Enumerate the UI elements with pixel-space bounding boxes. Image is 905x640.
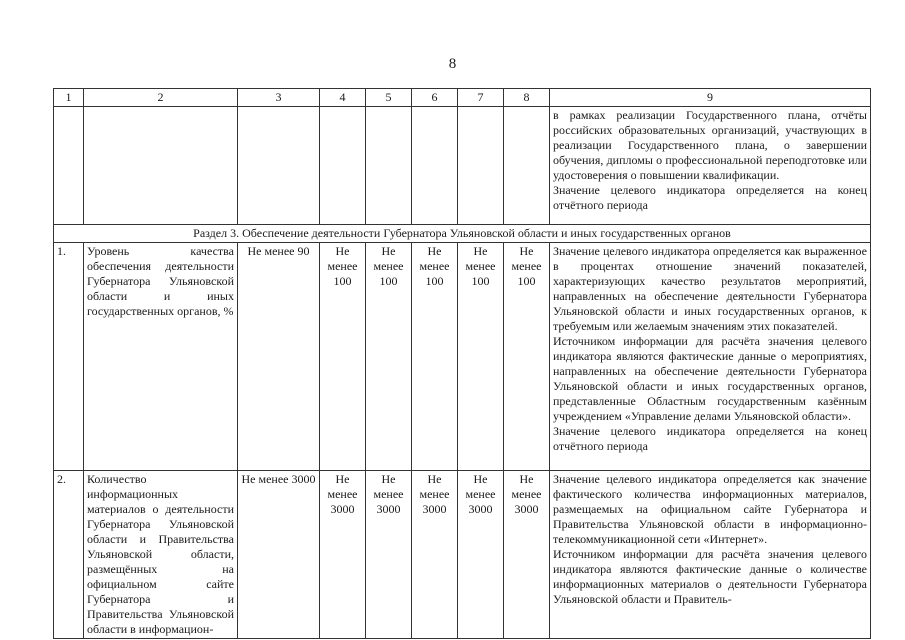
header-cell: 7	[458, 89, 504, 107]
value-col7: Не менее 100	[458, 243, 504, 471]
description-cell	[550, 471, 871, 639]
continuation-row	[54, 107, 871, 225]
description-cell	[550, 243, 871, 471]
empty-cell	[412, 107, 458, 225]
empty-cell	[458, 107, 504, 225]
indicators-table	[53, 88, 871, 639]
description-paragraph: Значение целевого индикатора определяется как выраженное в процентах отношение значений показателей, характеризующих качество результатов мероприятий, направленных на обеспечение деятельности Губернатора Ульяновской области и иных государственных органов, к требуемым или желаемым значениям этих показателей.	[553, 244, 867, 333]
section-title: Раздел 3. Обеспечение деятельности Губернатора Ульяновской области и иных государственных органов	[54, 225, 871, 243]
empty-cell	[504, 107, 550, 225]
table-row	[54, 471, 871, 639]
header-row	[54, 89, 871, 107]
header-cell: 3	[238, 89, 320, 107]
header-cell: 9	[550, 89, 871, 107]
empty-cell	[366, 107, 412, 225]
description-cell	[550, 107, 871, 225]
value-col6: Не менее 100	[412, 243, 458, 471]
empty-cell	[320, 107, 366, 225]
empty-cell	[84, 107, 238, 225]
value-col8: Не менее 100	[504, 243, 550, 471]
description-paragraph: Значение целевого индикатора определяется как значение фактического количества информационных материалов, размещаемых на официальном сайте Губернатора и Правительства Ульяновской области в информационно-телекоммуникационной сети «Интернет».	[553, 472, 867, 546]
description-paragraph: Значение целевого индикатора определяется на конец отчётного периода	[553, 183, 867, 212]
row-number: 1.	[54, 243, 84, 471]
page-number: 8	[448, 56, 457, 72]
section-row	[54, 225, 871, 243]
header-cell: 4	[320, 89, 366, 107]
row-number: 2.	[54, 471, 84, 639]
description-paragraph: Значение целевого индикатора определяется на конец отчётного периода	[553, 424, 867, 453]
description-paragraph: Источником информации для расчёта значения целевого индикатора являются фактические данные о мероприятиях, направленных на обеспечение деятельности Губернатора Ульяновской области и иных государственных органов, представленные Областным государственным казённым учреждением «Управление делами Ульяновской области».	[553, 334, 867, 423]
value-col5: Не менее 3000	[366, 471, 412, 639]
header-cell: 5	[366, 89, 412, 107]
empty-cell	[54, 107, 84, 225]
table-row	[54, 243, 871, 471]
header-cell: 8	[504, 89, 550, 107]
value-col8: Не менее 3000	[504, 471, 550, 639]
indicator-name: Уровень качества обеспечения деятельности Губернатора Ульяновской области и иных государственных органов, %	[84, 243, 238, 471]
value-col5: Не менее 100	[366, 243, 412, 471]
value-col4: Не менее 3000	[320, 471, 366, 639]
value-col6: Не менее 3000	[412, 471, 458, 639]
value-col3: Не менее 90	[238, 243, 320, 471]
indicator-name: Количество информационных материалов о деятельности Губернатора Ульяновской области и Правительства Ульяновской области, размещённых на официальном сайте Губернатора и Правительства Ульяновской области в информацион-	[84, 471, 238, 639]
header-cell: 2	[84, 89, 238, 107]
empty-cell	[238, 107, 320, 225]
value-col4: Не менее 100	[320, 243, 366, 471]
header-cell: 1	[54, 89, 84, 107]
description-paragraph: Источником информации для расчёта значения целевого индикатора являются фактические данные о количестве информационных материалов о деятельности Губернатора Ульяновской области и Правитель-	[553, 547, 867, 606]
value-col7: Не менее 3000	[458, 471, 504, 639]
value-col3: Не менее 3000	[238, 471, 320, 639]
description-paragraph: в рамках реализации Государственного плана, отчёты российских образовательных организаций, участвующих в реализации Государственного плана, о завершении обучения, дипломы о профессиональной переподготовке или удостоверения о повышении квалификации.	[553, 108, 867, 182]
header-cell: 6	[412, 89, 458, 107]
